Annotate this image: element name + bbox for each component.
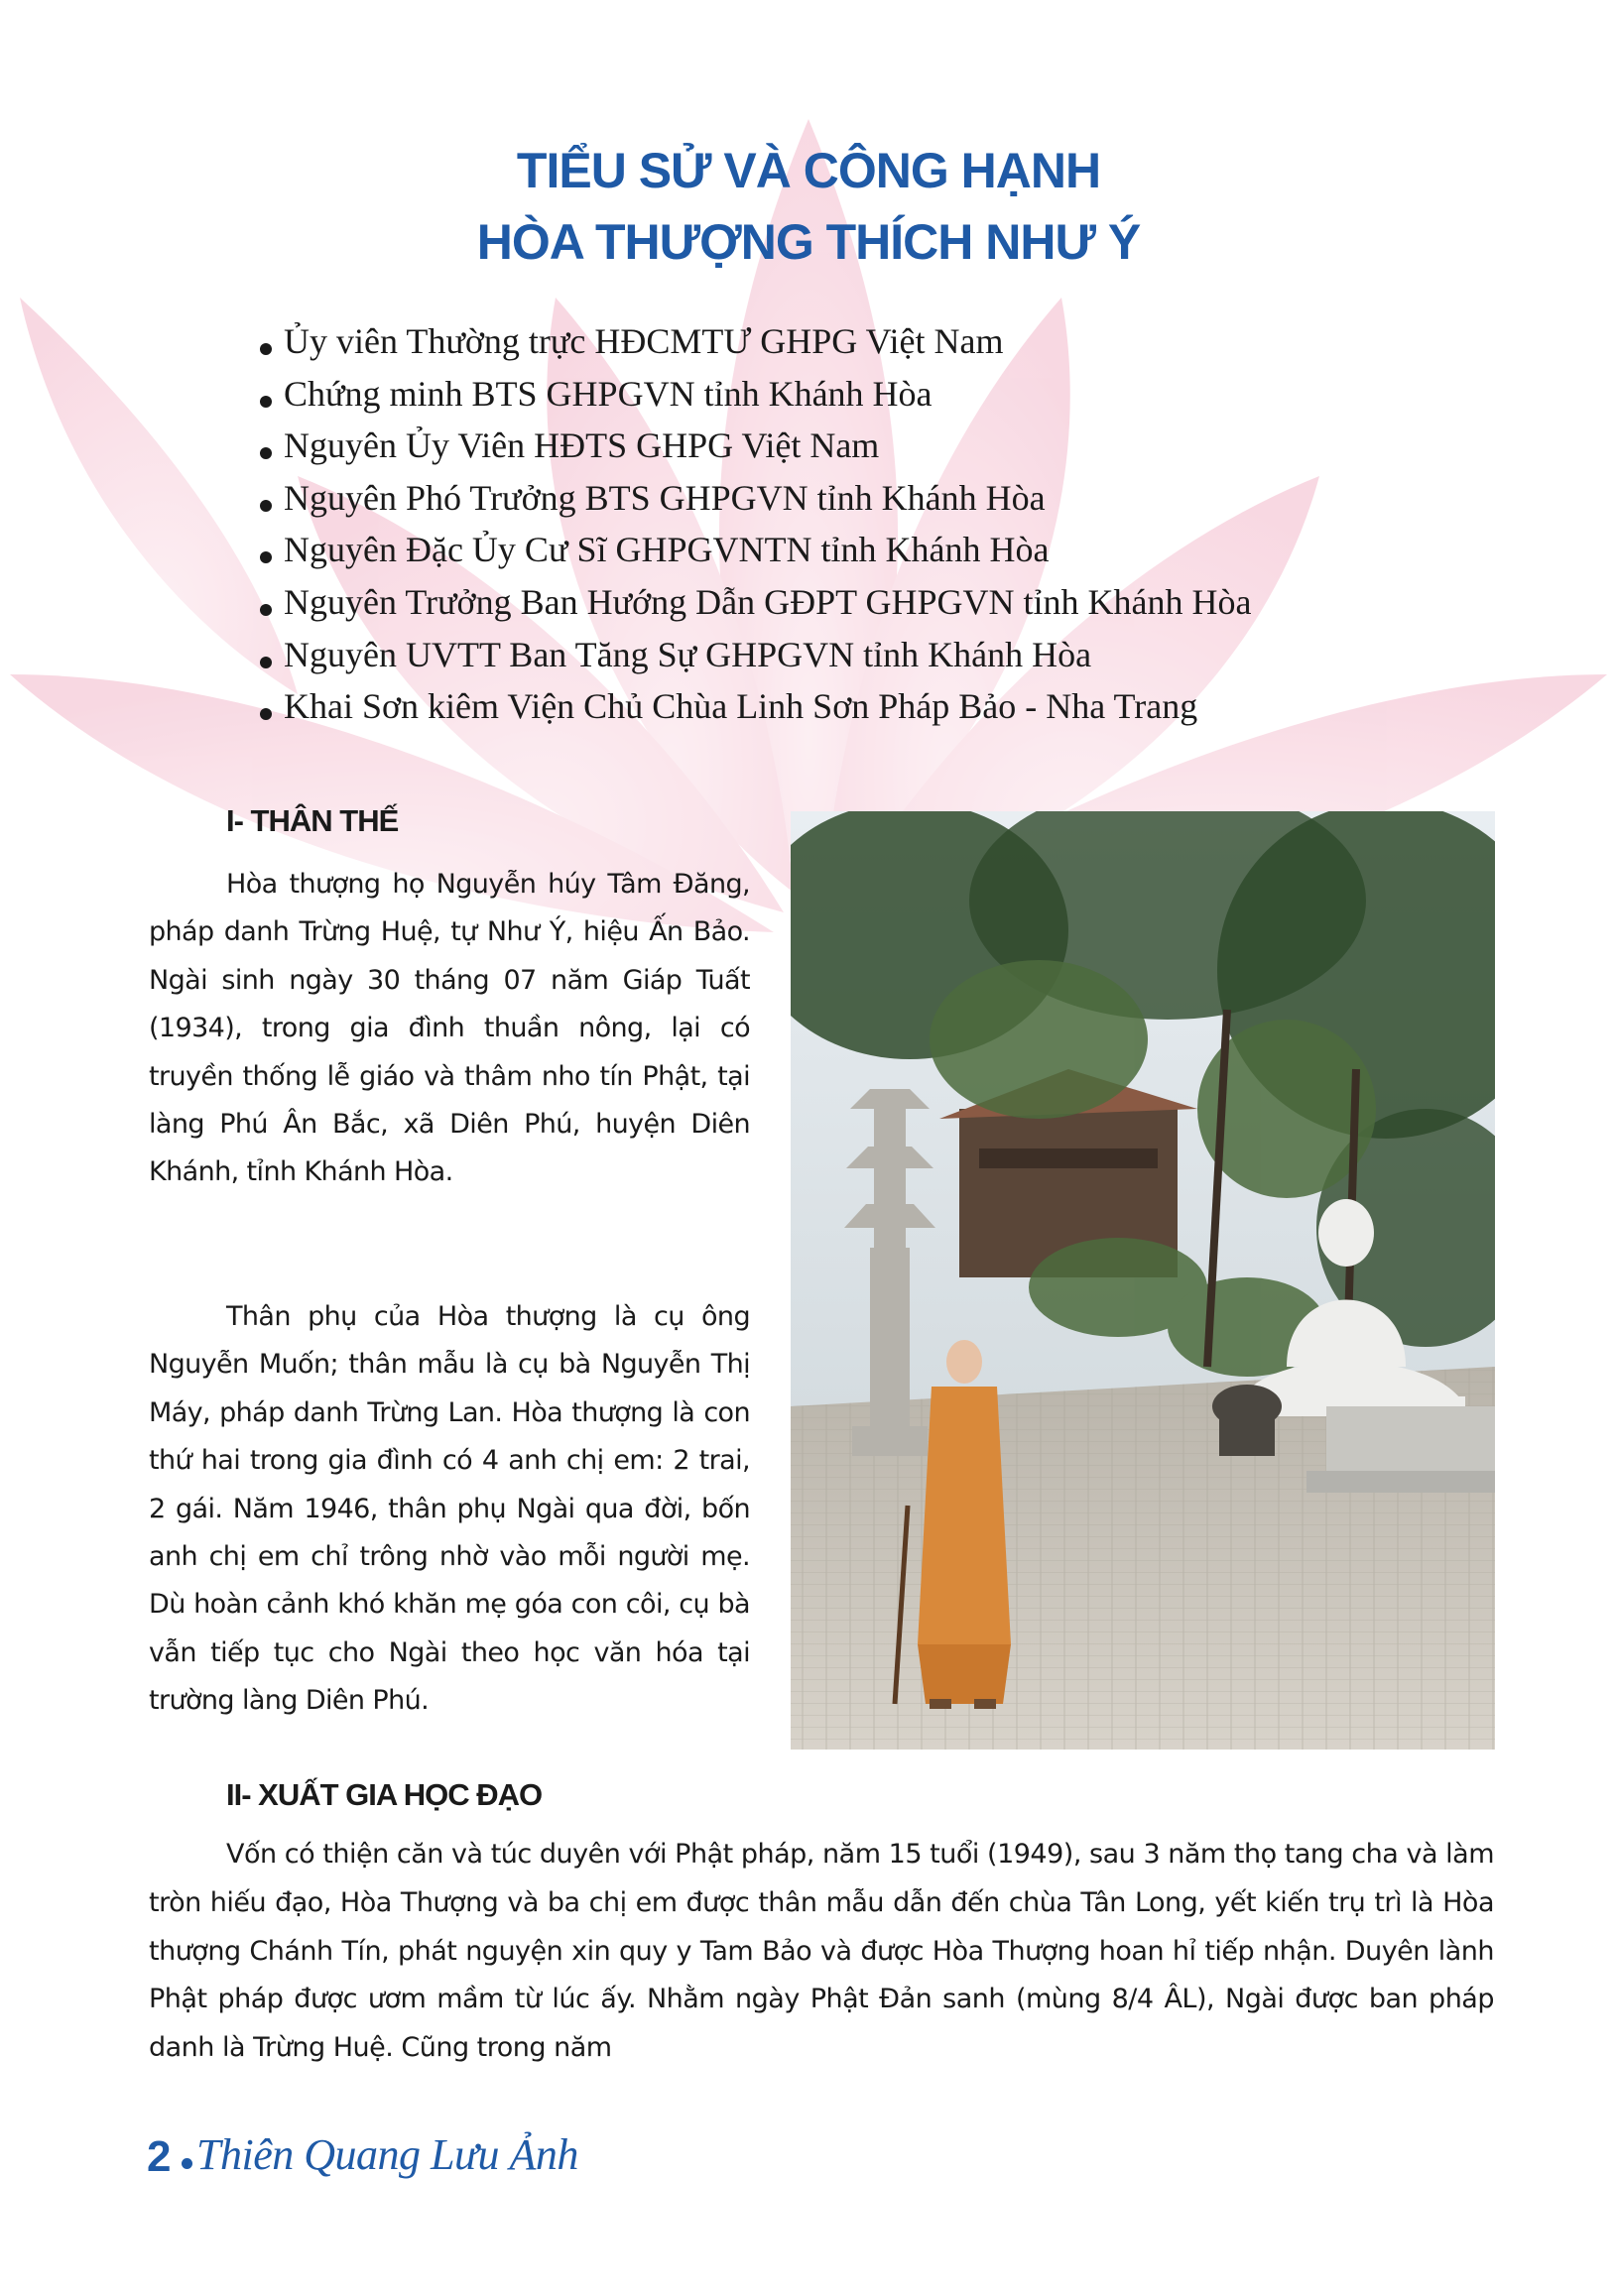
body-paragraph: Thân phụ của Hòa thượng là cụ ông Nguyễn Muốn; thân mẫu là cụ bà Nguyễn Thị Máy, pháp danh Trừng Lan. Hòa thượng là con thứ hai trong gia đình có 4 anh chị em: 2 trai, 2 gái. Năm 1946, thân phụ Ngài qua đời, bốn anh chị em chỉ trông nhờ vào mỗi người mẹ. Dù hoàn cảnh khó khăn mẹ góa con côi, cụ bà vẫn tiếp tục cho Ngài theo học văn hóa tại trường làng Diên Phú. [149,1301,750,1717]
role-item: Nguyên Đặc Ủy Cư Sĩ GHPGVNTN tỉnh Khánh Hòa [258,524,1548,576]
footer-dot [182,2158,192,2169]
section-heading-than-the: I- THÂN THẾ [226,803,399,838]
temple-photo [791,811,1495,1750]
page-number: 2 [147,2132,172,2181]
role-item: Chứng minh BTS GHPGVN tỉnh Khánh Hòa [258,368,1548,421]
role-item: Ủy viên Thường trực HĐCMTƯ GHPG Việt Nam [258,315,1548,368]
body-paragraph: Vốn có thiện căn và túc duyên với Phật pháp, năm 15 tuổi (1949), sau 3 năm thọ tang cha và làm tròn hiếu đạo, Hòa Thượng và ba chị em được thân mẫu dẫn đến chùa Tân Long, yết kiến trụ trì là Hòa thượng Chánh Tín, phát nguyện xin quy y Tam Bảo và được Hòa Thượng hoan hỉ tiếp nhận. Duyên lành Phật pháp được ươm mầm từ lúc ấy. Nhằm ngày Phật Đản sanh (mùng 8/4 ÂL), Ngài được ban pháp danh là Trừng Huệ. Cũng trong năm [149,1839,1494,2064]
role-item: Nguyên Ủy Viên HĐTS GHPG Việt Nam [258,420,1548,472]
role-item: Nguyên Phó Trưởng BTS GHPGVN tỉnh Khánh Hòa [258,472,1548,525]
page-title-line-2: HÒA THƯỢNG THÍCH NHƯ Ý [476,214,1141,270]
page-title-line-1: TIỂU SỬ VÀ CÔNG HẠNH [516,143,1101,198]
role-item: Nguyên UVTT Ban Tăng Sự GHPGVN tỉnh Khánh Hòa [258,629,1548,681]
section-heading-xuat-gia: II- XUẤT GIA HỌC ĐẠO [226,1777,543,1812]
body-paragraph: Hòa thượng họ Nguyễn húy Tâm Đăng, pháp danh Trừng Huệ, tự Như Ý, hiệu Ấn Bảo. Ngài sinh ngày 30 tháng 07 năm Giáp Tuất (1934), trong gia đình thuần nông, lại có truyền thống lễ giáo và thâm nho tín Phật, tại làng Phú Ân Bắc, xã Diên Phú, huyện Diên Khánh, tỉnh Khánh Hòa. [149,869,750,1188]
role-item: Nguyên Trưởng Ban Hướng Dẫn GĐPT GHPGVN tỉnh Khánh Hòa [258,576,1548,629]
roles-list [258,315,1548,733]
publication-title: Thiên Quang Lưu Ảnh [196,2130,578,2179]
role-item: Khai Sơn kiêm Viện Chủ Chùa Linh Sơn Pháp Bảo - Nha Trang [258,680,1548,733]
